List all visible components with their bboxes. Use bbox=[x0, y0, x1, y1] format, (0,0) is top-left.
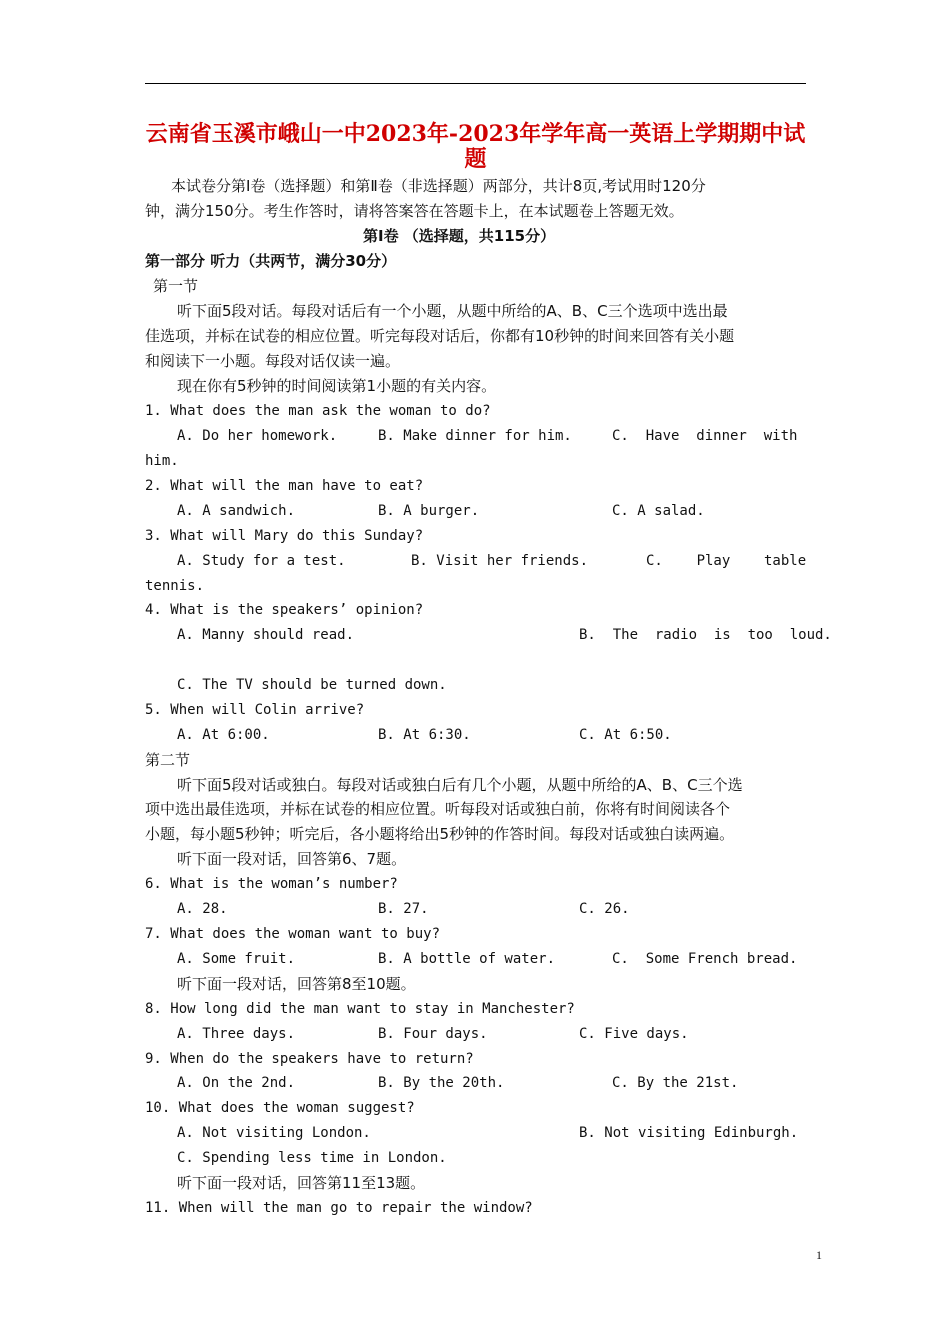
page-title bbox=[145, 122, 806, 172]
section1-instruction-1: 听下面5段对话。每段对话后有一个小题，从题中所给的A、B、C三个选项中选出最 bbox=[177, 302, 728, 320]
q1-option-c-cont: him. bbox=[145, 453, 179, 469]
question-5: 5. When will Colin arrive? bbox=[145, 702, 365, 718]
q1-option-c: C. Have dinner with bbox=[612, 428, 798, 444]
q8-option-c: C. Five days. bbox=[579, 1026, 689, 1042]
q2-option-b: B. A burger. bbox=[378, 503, 480, 519]
title-line-1: 云南省玉溪市峨山一中2023年-2023年学年高一英语上学期期中试 bbox=[145, 121, 806, 147]
q1-option-b: B. Make dinner for him. bbox=[378, 428, 572, 444]
question-9: 9. When do the speakers have to return? bbox=[145, 1051, 474, 1067]
section2-label: 第二节 bbox=[145, 751, 191, 769]
section2-instruction-3: 小题，每小题5秒钟；听完后，各小题将给出5秒钟的作答时间。每段对话或独白读两遍。 bbox=[145, 825, 735, 843]
q9-option-a: A. On the 2nd. bbox=[177, 1075, 296, 1091]
q5-option-b: B. At 6:30. bbox=[378, 727, 471, 743]
volume-title: 第Ⅰ卷 （选择题，共115分） bbox=[363, 227, 556, 245]
q8-option-a: A. Three days. bbox=[177, 1026, 296, 1042]
q5-option-c: C. At 6:50. bbox=[579, 727, 672, 743]
q10-option-b: B. Not visiting Edinburgh. bbox=[579, 1125, 799, 1141]
q3-option-c-cont: tennis. bbox=[145, 578, 205, 594]
q9-option-c: C. By the 21st. bbox=[612, 1075, 739, 1091]
question-7: 7. What does the woman want to buy? bbox=[145, 926, 441, 942]
q4-option-b: B. The radio is too loud. bbox=[579, 627, 832, 643]
question-6: 6. What is the woman’s number? bbox=[145, 876, 398, 892]
section2-sub-instruction-3: 听下面一段对话，回答第11至13题。 bbox=[177, 1174, 426, 1192]
q6-option-a: A. 28. bbox=[177, 901, 228, 917]
section1-label: 第一节 bbox=[153, 277, 199, 295]
q10-option-a: A. Not visiting London. bbox=[177, 1125, 371, 1141]
intro-line-1: 本试卷分第Ⅰ卷（选择题）和第Ⅱ卷（非选择题）两部分，共计8页,考试用时120分 bbox=[171, 177, 706, 195]
q6-option-b: B. 27. bbox=[378, 901, 429, 917]
question-2: 2. What will the man have to eat? bbox=[145, 478, 424, 494]
page-number: 1 bbox=[816, 1248, 822, 1262]
section2-instruction-1: 听下面5段对话或独白。每段对话或独白后有几个小题，从题中所给的A、B、C三个选 bbox=[177, 776, 743, 794]
question-1: 1. What does the man ask the woman to do? bbox=[145, 403, 491, 419]
section1-instruction-2: 佳选项，并标在试卷的相应位置。听完每段对话后，你都有10秒钟的时间来回答有关小题 bbox=[145, 327, 735, 345]
q3-option-b: B. Visit her friends. bbox=[411, 553, 589, 569]
section1-instruction-3: 和阅读下一小题。每段对话仅读一遍。 bbox=[145, 352, 401, 370]
part1-title: 第一部分 听力（共两节，满分30分） bbox=[145, 252, 397, 270]
q10-option-c: C. Spending less time in London. bbox=[177, 1150, 447, 1166]
q8-option-b: B. Four days. bbox=[378, 1026, 488, 1042]
question-4: 4. What is the speakers’ opinion? bbox=[145, 602, 424, 618]
q2-option-a: A. A sandwich. bbox=[177, 503, 296, 519]
q6-option-c: C. 26. bbox=[579, 901, 630, 917]
q5-option-a: A. At 6:00. bbox=[177, 727, 270, 743]
q7-option-c: C. Some French bread. bbox=[612, 951, 798, 967]
section2-sub-instruction-2: 听下面一段对话，回答第8至10题。 bbox=[177, 975, 416, 993]
q9-option-b: B. By the 20th. bbox=[378, 1075, 505, 1091]
header-rule bbox=[145, 83, 806, 84]
question-11: 11. When will the man go to repair the window? bbox=[145, 1200, 533, 1216]
question-10: 10. What does the woman suggest? bbox=[145, 1100, 415, 1116]
title-line-2: 题 bbox=[464, 146, 487, 172]
q3-option-a: A. Study for a test. bbox=[177, 553, 346, 569]
section1-instruction-4: 现在你有5秒钟的时间阅读第1小题的有关内容。 bbox=[177, 377, 497, 395]
q3-option-c: C. Play table bbox=[646, 553, 807, 569]
question-8: 8. How long did the man want to stay in Manchester? bbox=[145, 1001, 575, 1017]
q7-option-a: A. Some fruit. bbox=[177, 951, 296, 967]
q4-option-c: C. The TV should be turned down. bbox=[177, 677, 447, 693]
section2-sub-instruction-1: 听下面一段对话，回答第6、7题。 bbox=[177, 850, 407, 868]
q4-option-a: A. Manny should read. bbox=[177, 627, 355, 643]
q1-option-a: A. Do her homework. bbox=[177, 428, 338, 444]
q2-option-c: C. A salad. bbox=[612, 503, 705, 519]
q7-option-b: B. A bottle of water. bbox=[378, 951, 556, 967]
section2-instruction-2: 项中选出最佳选项，并标在试卷的相应位置。听每段对话或独白前，你将有时间阅读各个 bbox=[145, 800, 731, 818]
intro-line-2: 钟，满分150分。考生作答时，请将答案答在答题卡上，在本试题卷上答题无效。 bbox=[145, 202, 684, 220]
question-3: 3. What will Mary do this Sunday? bbox=[145, 528, 424, 544]
